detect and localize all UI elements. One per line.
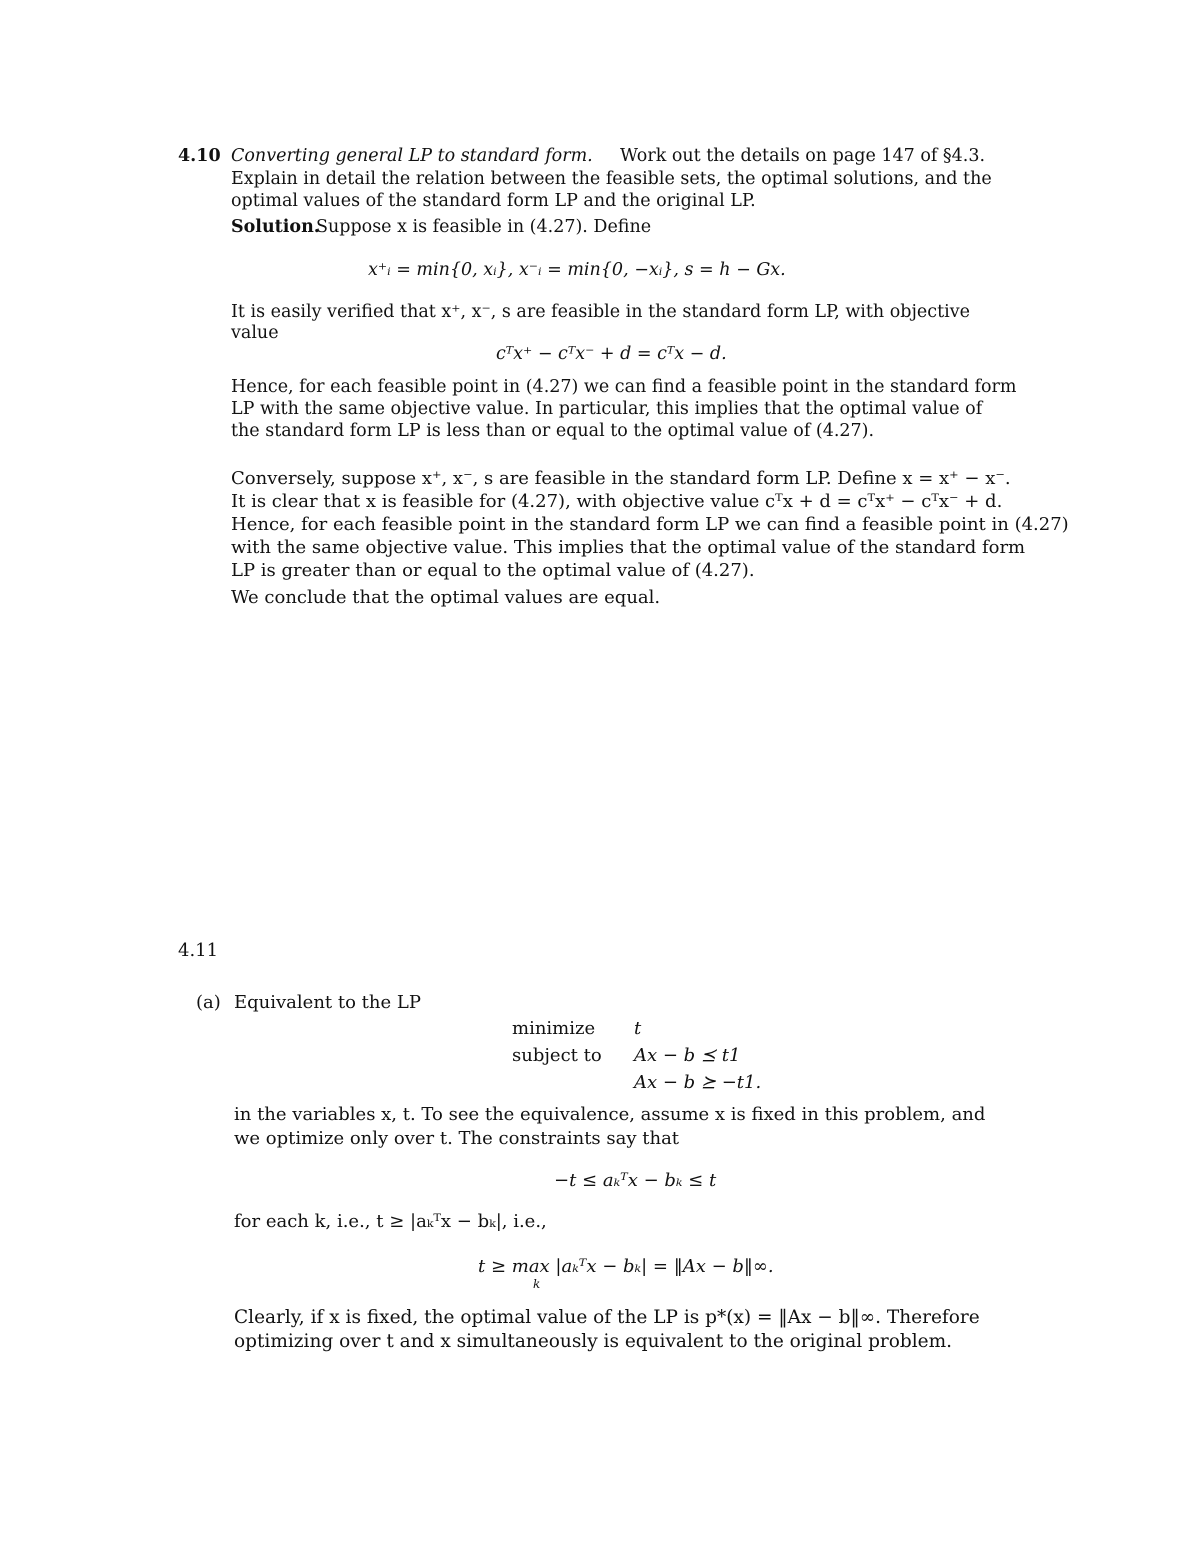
converse-line-1: Conversely, suppose x⁺, x⁻, s are feasible in the standard form LP. Define x = x⁺ − x⁻. xyxy=(231,468,1011,489)
inequality-equation: −t ≤ aₖᵀx − bₖ ≤ t xyxy=(554,1170,717,1191)
hence-line-1: Hence, for each feasible point in (4.27) we can find a feasible point in the standard form xyxy=(231,377,1017,397)
conclusion-line: We conclude that the optimal values are equal. xyxy=(231,587,661,608)
problem-intro-line-2: Explain in detail the relation between the feasible sets, the optimal solutions, and the xyxy=(231,169,992,189)
max-subscript: k xyxy=(533,1277,541,1291)
verify-line-2: value xyxy=(231,323,279,343)
clearly-line-2: optimizing over t and x simultaneously is equivalent to the original problem. xyxy=(234,1331,953,1352)
solution-text: Suppose x is feasible in (4.27). Define xyxy=(316,217,652,237)
verify-line-1: It is easily verified that x⁺, x⁻, s are feasible in the standard form LP, with objective xyxy=(231,302,970,322)
converse-line-5: LP is greater than or equal to the optimal value of (4.27). xyxy=(231,560,755,581)
variables-line-2: we optimize only over t. The constraints say that xyxy=(234,1128,680,1149)
problem-intro-line-1: Work out the details on page 147 of §4.3. xyxy=(620,146,986,166)
clearly-line-1: Clearly, if x is fixed, the optimal value of the LP is p*(x) = ‖Ax − b‖∞. Therefore xyxy=(234,1307,980,1328)
problem-title: Converting general LP to standard form. xyxy=(231,146,593,166)
objective-equation: cᵀx⁺ − cᵀx⁻ + d = cᵀx − d. xyxy=(496,344,727,364)
part-a-label: (a) xyxy=(196,992,221,1013)
problem-number-4-11: 4.11 xyxy=(178,940,219,961)
problem-number-4-10: 4.10 xyxy=(178,146,221,166)
lp-constraint-1: Ax − b ⪯ t1 xyxy=(634,1045,741,1066)
part-a-text: Equivalent to the LP xyxy=(234,992,421,1013)
converse-line-4: with the same objective value. This implies that the optimal value of the standard form xyxy=(231,537,1026,558)
definition-equation: x⁺ᵢ = min{0, xᵢ}, x⁻ᵢ = min{0, −xᵢ}, s = h − Gx. xyxy=(368,260,786,280)
lp-minimize-expression: t xyxy=(634,1018,642,1039)
variables-line-1: in the variables x, t. To see the equivalence, assume x is fixed in this problem, and xyxy=(234,1104,986,1125)
solution-label: Solution. xyxy=(231,217,320,237)
problem-intro-line-3: optimal values of the standard form LP and the original LP. xyxy=(231,191,756,211)
lp-constraint-2: Ax − b ⪰ −t1. xyxy=(634,1072,762,1093)
converse-line-2: It is clear that x is feasible for (4.27), with objective value cᵀx + d = cᵀx⁺ − cᵀx⁻ + d. xyxy=(231,491,1003,512)
converse-line-3: Hence, for each feasible point in the standard form LP we can find a feasible point in (4.27) xyxy=(231,514,1069,535)
lp-minimize-label: minimize xyxy=(512,1018,596,1039)
max-equation: t ≥ max |aₖᵀx − bₖ| = ‖Ax − b‖∞. xyxy=(478,1256,774,1277)
hence-line-3: the standard form LP is less than or equal to the optimal value of (4.27). xyxy=(231,421,875,441)
for-each-line: for each k, i.e., t ≥ |aₖᵀx − bₖ|, i.e., xyxy=(234,1211,547,1232)
hence-line-2: LP with the same objective value. In particular, this implies that the optimal value of xyxy=(231,399,983,419)
lp-subject-to-label: subject to xyxy=(512,1045,602,1066)
